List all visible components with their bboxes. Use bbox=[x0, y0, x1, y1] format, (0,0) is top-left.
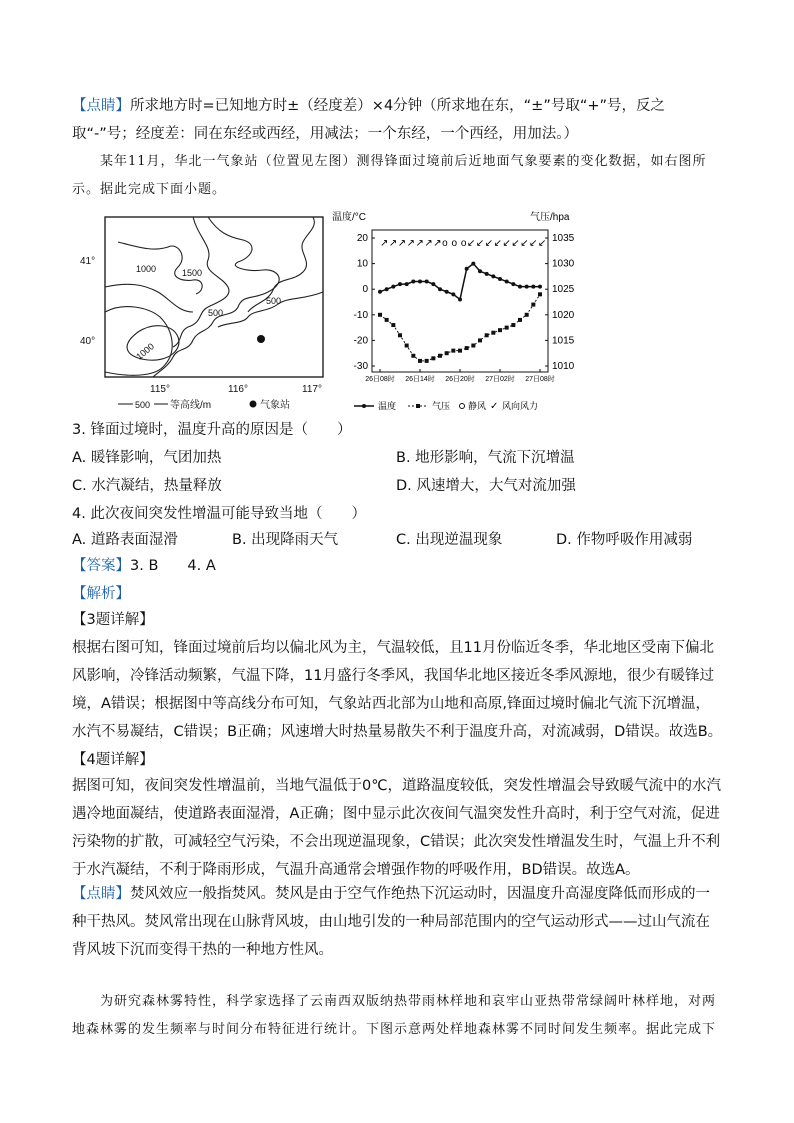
q4-option-a: A. 道路表面湿滑 bbox=[72, 532, 178, 548]
wind-symbols: ↗↗↗↗↗↗↗ο ο ο↙↙↙↙↙↙↙↙↙ bbox=[380, 238, 547, 249]
temperature-point bbox=[411, 280, 415, 284]
right-tick-label: 1035 bbox=[552, 233, 575, 244]
legend-wind: 风向风力 bbox=[502, 401, 539, 411]
right-tick-label: 1030 bbox=[552, 258, 575, 270]
temperature-point bbox=[471, 262, 475, 266]
tip-paragraph-1 bbox=[72, 92, 724, 148]
temperature-point bbox=[525, 285, 529, 289]
contour-label: 1000 bbox=[136, 264, 157, 274]
right-tick-label: 1020 bbox=[552, 309, 575, 321]
pressure-point bbox=[431, 356, 435, 360]
x-tick-label: 26日08时 bbox=[365, 376, 395, 383]
weather-station-marker bbox=[257, 335, 265, 343]
pressure-point bbox=[505, 326, 509, 330]
contour-line bbox=[248, 217, 314, 312]
temperature-point bbox=[505, 280, 509, 284]
pressure-point bbox=[391, 323, 395, 327]
question-3-stem: 3. 锋面过境时，温度升高的原因是（ ） bbox=[72, 422, 352, 438]
detail-3-label: 【3题详解】 bbox=[72, 612, 154, 628]
temperature-point bbox=[451, 292, 455, 296]
tip-label: 【点睛】 bbox=[72, 886, 130, 902]
temperature-line bbox=[380, 264, 540, 300]
pressure-point bbox=[451, 349, 455, 353]
temperature-point bbox=[458, 297, 462, 301]
pressure-point bbox=[405, 344, 409, 348]
pressure-point bbox=[525, 313, 529, 317]
detail-4-label: 【4题详解】 bbox=[72, 752, 154, 768]
weather-chart bbox=[330, 208, 594, 416]
legend-contour-text: 等高线/m bbox=[170, 400, 212, 411]
temperature-point bbox=[531, 285, 535, 289]
contour-map bbox=[78, 212, 328, 412]
temperature-point bbox=[391, 285, 395, 289]
left-tick-label: -30 bbox=[353, 361, 368, 372]
answer-label: 【答案】 bbox=[72, 558, 130, 574]
q3-option-a: A. 暖锋影响，气团加热 bbox=[72, 450, 222, 466]
intro-paragraph-1: 某年11月，华北一气象站（位置见左图）测得锋面过境前后近地面气象要素的变化数据，如右图所示。据此完成下面小题。 bbox=[72, 154, 707, 197]
x-tick-label: 26日20时 bbox=[445, 376, 475, 383]
temperature-point bbox=[538, 285, 542, 289]
map-legend bbox=[118, 398, 290, 411]
chart-legend bbox=[354, 400, 538, 412]
answer-line bbox=[72, 552, 724, 580]
lon-label: 115° bbox=[150, 384, 170, 395]
q4-option-b: B. 出现降雨天气 bbox=[232, 532, 339, 548]
temperature-point bbox=[385, 287, 389, 291]
detail-4-text: 据图可知，夜间突发性增温前，当地气温低于0℃，道路温度较低，突发性增温会导致暖气流中的水汽遇冷地面凝结，使道路表面湿滑，A正确；图中显示此次夜间气温突发性升高时，利于空气对流，促进污染物的扩散，可减轻空气污染，不会出现逆温现象，C错误；此次突发性增温发生时，气温上升不利于水汽凝结，不利于降雨形成，气温升高通常会增强作物的呼吸作用，BD错误。故选A。 bbox=[72, 778, 722, 878]
lat-label: 40° bbox=[80, 336, 96, 347]
temperature-point bbox=[398, 282, 402, 286]
pressure-point bbox=[438, 354, 442, 358]
pressure-point bbox=[465, 346, 469, 350]
contour-line bbox=[105, 307, 172, 376]
legend-station-text: 气象站 bbox=[260, 400, 290, 411]
right-tick-label: 1025 bbox=[552, 284, 575, 296]
analysis-label: 【解析】 bbox=[72, 586, 130, 602]
pressure-point bbox=[538, 292, 542, 296]
right-axis-title: 气压/hpa bbox=[530, 212, 570, 223]
x-tick-label: 26日14时 bbox=[405, 376, 435, 383]
contour-label: 500 bbox=[208, 308, 224, 318]
temperature-point bbox=[511, 282, 515, 286]
pressure-point bbox=[425, 359, 429, 363]
pressure-point bbox=[398, 333, 402, 337]
temperature-point bbox=[465, 267, 469, 271]
left-tick-label: 10 bbox=[356, 258, 368, 270]
q3-option-b: B. 地形影响，气流下沉增温 bbox=[396, 450, 575, 466]
pressure-point bbox=[458, 349, 462, 353]
temperature-point bbox=[438, 287, 442, 291]
contour-label: 500 bbox=[266, 296, 282, 306]
temperature-point bbox=[431, 282, 435, 286]
answer-text: 3. B 4. A bbox=[130, 558, 216, 574]
q3-option-c: C. 水汽凝结，热量释放 bbox=[72, 478, 222, 494]
q4-option-c: C. 出现逆温现象 bbox=[396, 532, 503, 548]
legend-contour-sample: 500 bbox=[135, 400, 151, 410]
pressure-point bbox=[411, 354, 415, 358]
pressure-point bbox=[511, 323, 515, 327]
left-tick-label: -20 bbox=[353, 335, 368, 347]
left-axis-title: 温度/°C bbox=[332, 212, 366, 223]
tip-text: 所求地方时=已知地方时±（经度差）×4分钟（所求地在东，“±”号取“+”号，反之取“-”号；经度差：同在东经或西经，用减法；一个东经，一个西经，用加法。） bbox=[72, 98, 666, 142]
pressure-point bbox=[471, 344, 475, 348]
pressure-point bbox=[478, 338, 482, 342]
temperature-point bbox=[378, 290, 382, 294]
svg-text:✓: ✓ bbox=[490, 401, 499, 412]
temperature-point bbox=[478, 269, 482, 273]
pressure-point bbox=[498, 328, 502, 332]
temperature-point bbox=[425, 280, 429, 284]
contour-label: 1500 bbox=[182, 268, 203, 278]
x-tick-label: 27日02时 bbox=[485, 376, 515, 383]
lat-label: 41° bbox=[80, 256, 96, 267]
tip-label: 【点睛】 bbox=[72, 98, 130, 114]
tip-paragraph-2 bbox=[72, 880, 724, 964]
question-4-stem: 4. 此次夜间突发性增温可能导致当地（ ） bbox=[72, 506, 366, 522]
temperature-point bbox=[491, 274, 495, 278]
detail-3-text: 根据右图可知，锋面过境前后均以偏北风为主，气温较低，且11月份临近冬季，华北地区受南下偏北风影响，冷锋活动频繁，气温下降，11月盛行冬季风，我国华北地区接近冬季风源地，很少有暖锋过境，A错误；根据图中等高线分布可知，气象站西北部为山地和高原,锋面过境时偏北气流下沉增温，水汽不易凝结，C错误；B正确；风速增大时热量易散失不利于温度升高，对流减弱，D错误。故选B。 bbox=[72, 640, 723, 740]
temperature-point bbox=[445, 290, 449, 294]
contour-label: 1000 bbox=[134, 341, 156, 362]
intro-paragraph-2: 为研究森林雾特性，科学家选择了云南西双版纳热带雨林样地和哀牢山亚热带常绿阔叶林样地，对两地森林雾的发生频率与时间分布特征进行统计。下图示意两处样地森林雾不同时间发生频率。据此完成下 bbox=[72, 994, 717, 1037]
q3-option-d: D. 风速增大，大气对流加强 bbox=[396, 478, 576, 494]
pressure-point bbox=[518, 318, 522, 322]
lon-label: 116° bbox=[228, 384, 248, 395]
pressure-point bbox=[385, 318, 389, 322]
temperature-point bbox=[405, 282, 409, 286]
contour-line bbox=[153, 217, 282, 377]
legend-temp: 温度 bbox=[378, 401, 397, 411]
x-tick-label: 27日08时 bbox=[525, 376, 555, 383]
pressure-point bbox=[378, 313, 382, 317]
pressure-point bbox=[491, 331, 495, 335]
temperature-point bbox=[498, 277, 502, 281]
right-tick-label: 1015 bbox=[552, 335, 575, 347]
q4-option-d: D. 作物呼吸作用减弱 bbox=[556, 532, 693, 548]
temperature-point bbox=[518, 285, 522, 289]
right-tick-label: 1010 bbox=[552, 361, 575, 372]
temperature-point bbox=[418, 280, 422, 284]
pressure-point bbox=[485, 333, 489, 337]
temperature-point bbox=[485, 272, 489, 276]
legend-pressure: 气压 bbox=[432, 401, 451, 411]
left-tick-label: 20 bbox=[356, 233, 368, 244]
pressure-point bbox=[418, 359, 422, 363]
left-tick-label: 0 bbox=[362, 284, 368, 296]
legend-calm: 静风 bbox=[468, 401, 487, 411]
tip-text: 焚风效应一般指焚风。焚风是由于空气作绝热下沉运动时，因温度升高湿度降低而形成的一种干热风。焚风常出现在山脉背风坡，由山地引发的一种局部范围内的空气运动形式——过山气流在背风坡下沉而变得干热的一种地方性风。 bbox=[72, 886, 710, 958]
pressure-point bbox=[445, 351, 449, 355]
left-tick-label: -10 bbox=[353, 309, 368, 321]
lon-label: 117° bbox=[302, 384, 322, 395]
pressure-point bbox=[531, 303, 535, 307]
